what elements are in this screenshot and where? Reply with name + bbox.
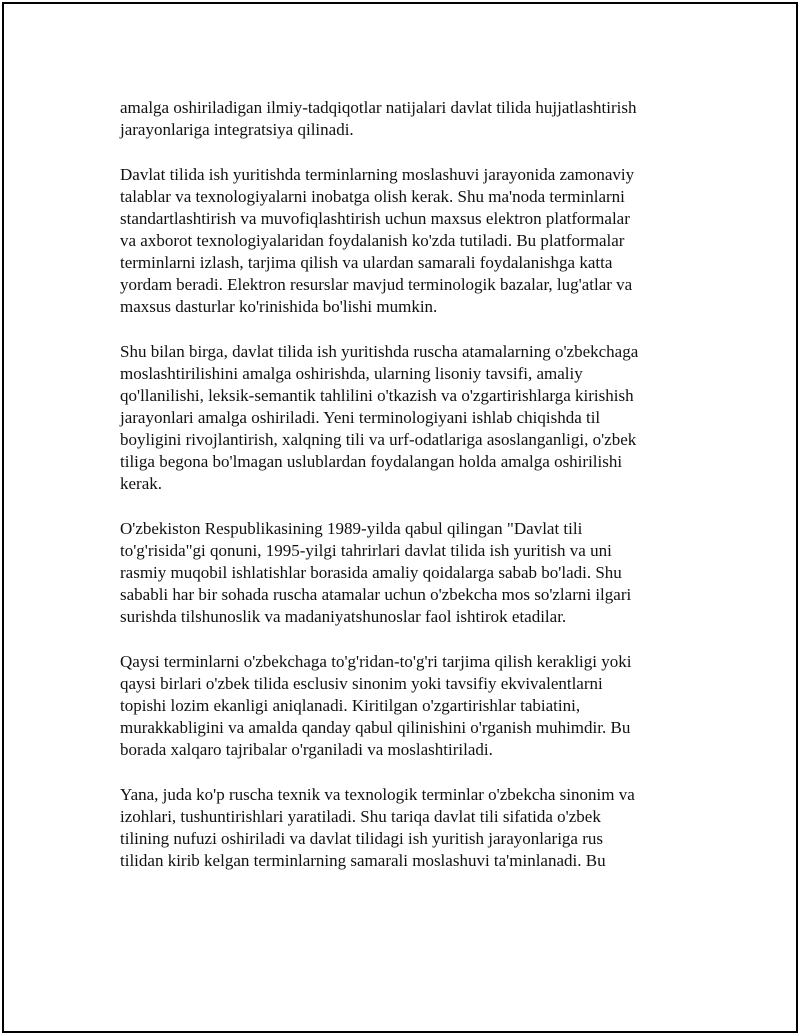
text-line: tiliga begona bo'lmagan uslublardan foydalangan holda amalga oshirilishi: [120, 452, 623, 471]
text-line: standartlashtirish va muvofiqlashtirish uchun maxsus elektron platformalar: [120, 209, 630, 228]
text-line: jarayonlari amalga oshiriladi. Yeni terminologiyani ishlab chiqishda til: [120, 408, 601, 427]
text-line: tilidan kirib kelgan terminlarning samarali moslashuvi ta'minlanadi. Bu: [120, 851, 606, 870]
text-line: moslashtirilishini amalga oshirishda, ularning lisoniy tavsifi, amaliy: [120, 364, 583, 383]
paragraph-1: [120, 97, 700, 141]
text-line: boyligini rivojlantirish, xalqning tili va urf-odatlariga asoslanganligi, o'zbek: [120, 430, 637, 449]
text-line: to'g'risida"gi qonuni, 1995-yilgi tahrirlari davlat tilida ish yuritish va uni: [120, 541, 612, 560]
text-line: talablar va texnologiyalarni inobatga olish kerak. Shu ma'noda terminlarni: [120, 187, 625, 206]
text-line: rasmiy muqobil ishlatishlar borasida amaliy qoidalarga sabab bo'ladi. Shu: [120, 563, 622, 582]
text-line: borada xalqaro tajribalar o'rganiladi va moslashtiriladi.: [120, 740, 493, 759]
text-line: va axborot texnologiyalaridan foydalanish ko'zda tutiladi. Bu platformalar: [120, 231, 625, 250]
text-line: qaysi birlari o'zbek tilida esclusiv sinonim yoki tavsifiy ekvivalentlarni: [120, 674, 603, 693]
text-line: Qaysi terminlarni o'zbekchaga to'g'ridan-to'g'ri tarjima qilish kerakligi yoki: [120, 652, 632, 671]
document-page: [2, 2, 798, 1033]
text-line: O'zbekiston Respublikasining 1989-yilda qabul qilingan "Davlat tili: [120, 519, 583, 538]
text-line: terminlarni izlash, tarjima qilish va ulardan samarali foydalanishga katta: [120, 253, 613, 272]
text-line: jarayonlariga integratsiya qilinadi.: [120, 120, 354, 139]
text-line: kerak.: [120, 474, 163, 493]
text-line: Yana, juda ko'p ruscha texnik va texnologik terminlar o'zbekcha sinonim va: [120, 785, 635, 804]
text-line: maxsus dasturlar ko'rinishida bo'lishi mumkin.: [120, 297, 438, 316]
text-line: yordam beradi. Elektron resurslar mavjud terminologik bazalar, lug'atlar va: [120, 275, 633, 294]
paragraph-5: [120, 651, 700, 761]
paragraph-6: [120, 784, 700, 872]
text-line: sababli har bir sohada ruscha atamalar uchun o'zbekcha mos so'zlarni ilgari: [120, 585, 632, 604]
paragraph-4: [120, 518, 700, 628]
text-line: qo'llanilishi, leksik-semantik tahlilini o'tkazish va o'zgartirishlarga kirishish: [120, 386, 634, 405]
paragraph-2: [120, 164, 700, 318]
text-line: murakkabligini va amalda qanday qabul qilinishini o'rganish muhimdir. Bu: [120, 718, 631, 737]
text-line: Shu bilan birga, davlat tilida ish yuritishda ruscha atamalarning o'zbekchaga: [120, 342, 639, 361]
text-line: amalga oshiriladigan ilmiy-tadqiqotlar natijalari davlat tilida hujjatlashtirish: [120, 98, 637, 117]
document-body: [120, 97, 700, 895]
text-line: izohlari, tushuntirishlari yaratiladi. Shu tariqa davlat tili sifatida o'zbek: [120, 807, 601, 826]
text-line: tilining nufuzi oshiriladi va davlat tilidagi ish yuritish jarayonlariga rus: [120, 829, 603, 848]
text-line: Davlat tilida ish yuritishda terminlarning moslashuvi jarayonida zamonaviy: [120, 165, 635, 184]
text-line: topishi lozim ekanligi aniqlanadi. Kiritilgan o'zgartirishlar tabiatini,: [120, 696, 581, 715]
paragraph-3: [120, 341, 700, 495]
text-line: surishda tilshunoslik va madaniyatshunoslar faol ishtirok etadilar.: [120, 607, 567, 626]
